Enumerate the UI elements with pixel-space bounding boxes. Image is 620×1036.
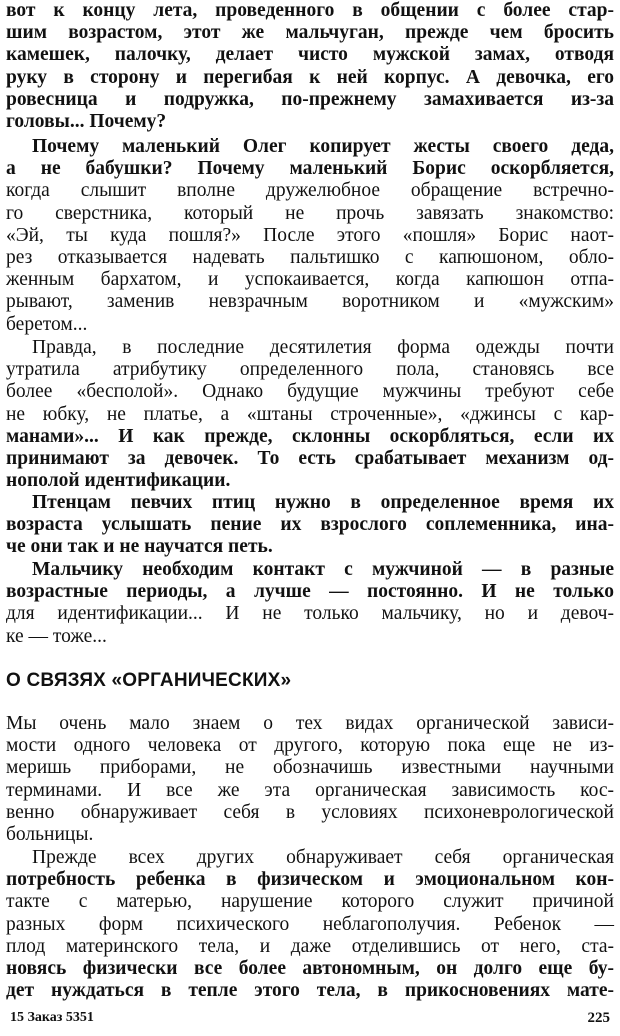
text-line: для идентификации... И не только мальчику, но и девоч- [6,603,614,625]
text-line: головы... Почему? [6,111,167,133]
text-line: Мы очень мало знаем о тех видах органической зависи- [6,713,614,734]
text-line: Почему маленький Олег копирует жесты своего деда, [32,136,614,157]
page-number: 225 [587,1010,610,1026]
section-heading: О СВЯЗЯХ «ОРГАНИЧЕСКИХ» [6,670,292,691]
text-line: принимают за девочек. То есть срабатывает механизм од- [6,448,614,470]
text-line: меришь приборами, не обозначишь известными научными [6,757,614,779]
paragraph-4 [6,492,614,559]
text-line: че они так и не научатся петь. [6,536,273,558]
text-line: возрастные периоды, а лучше — постоянно. И не только [6,581,614,603]
text-line: шим возрастом, этот же мальчуган, прежде чем бросить [6,22,614,44]
text-line: плод материнского тела, и даже отделившись от него, ста- [6,935,614,957]
text-line: камешек, палочку, делает чисто мужской замах, отводя [6,44,614,66]
text-line: мости одного человека от другого, которую пока еще не из- [6,735,614,757]
text-line: когда слышит вполне дружелюбное обращение встречно- [6,180,614,202]
text-line: вот к концу лета, проведенного в общении с более стар- [6,0,614,21]
text-line: венно обнаруживает себя в условиях психоневрологической [6,801,614,823]
paragraph-3 [6,337,614,492]
text-line: Правда, в последние десятилетия форма одежды почти [32,337,614,358]
text-line: утратила атрибутику определенного пола, становясь все [6,359,614,381]
paragraph-1 [6,0,614,133]
text-line: рез отказывается надевать пальтишко с капюшоном, обло- [6,247,614,269]
text-line: женным бархатом, и успокаивается, когда капюшон отпа- [6,269,614,291]
text-line: терминами. И все же эта органическая зависимость кос- [6,779,614,801]
text-line: больницы. [6,824,94,846]
text-line: нополой идентификации. [6,470,231,492]
text-line: манами»... И как прежде, склонны оскорбляться, если их [6,425,614,447]
book-page [6,0,614,1036]
text-line: новясь физически все более автономным, он долго еще бу- [6,958,614,980]
text-line: возраста услышать пение их взрослого соплеменника, ина- [6,514,614,536]
text-line: более «бесполой». Однако будущие мужчины требуют себе [6,381,614,403]
text-line: ке — тоже... [6,625,107,647]
text-line: ровесница и подружка, по-прежнему замахивается из-за [6,88,614,110]
text-line: дет нуждаться в тепле этого тела, в прикосновениях мате- [6,980,614,1002]
text-line: рывают, заменив невзрачным воротником и «мужским» [6,291,614,313]
paragraph-2 [6,136,614,336]
text-line: беретом... [6,313,88,335]
text-line: «Эй, ты куда пошля?» После этого «пошля» Борис наот- [6,224,614,246]
text-line: Птенцам певчих птиц нужно в определенное время их [32,492,614,513]
text-line: не юбку, не платье, а «штаны строченные», «джинсы с кар- [6,403,614,425]
page-footer [6,1010,614,1030]
paragraph-7 [6,847,614,1002]
text-line: потребность ребенка в физическом и эмоциональном кон- [6,869,614,891]
text-line: а не бабушки? Почему маленький Борис оскорбляется, [6,158,614,180]
text-line: разных форм психического неблагополучия. Ребенок — [6,913,614,935]
printer-signature: 15 Заказ 5351 [10,1010,94,1025]
paragraph-5 [6,559,614,648]
paragraph-6 [6,713,614,846]
text-line: Мальчику необходим контакт с мужчиной — в разные [32,559,614,580]
text-line: такте с матерью, нарушение которого служит причиной [6,891,614,913]
text-line: Прежде всех других обнаруживает себя органическая [32,847,614,868]
text-line: го сверстника, который не прочь завязать знакомство: [6,202,614,224]
text-line: руку в сторону и перегибая к ней корпус. А девочка, его [6,66,614,88]
